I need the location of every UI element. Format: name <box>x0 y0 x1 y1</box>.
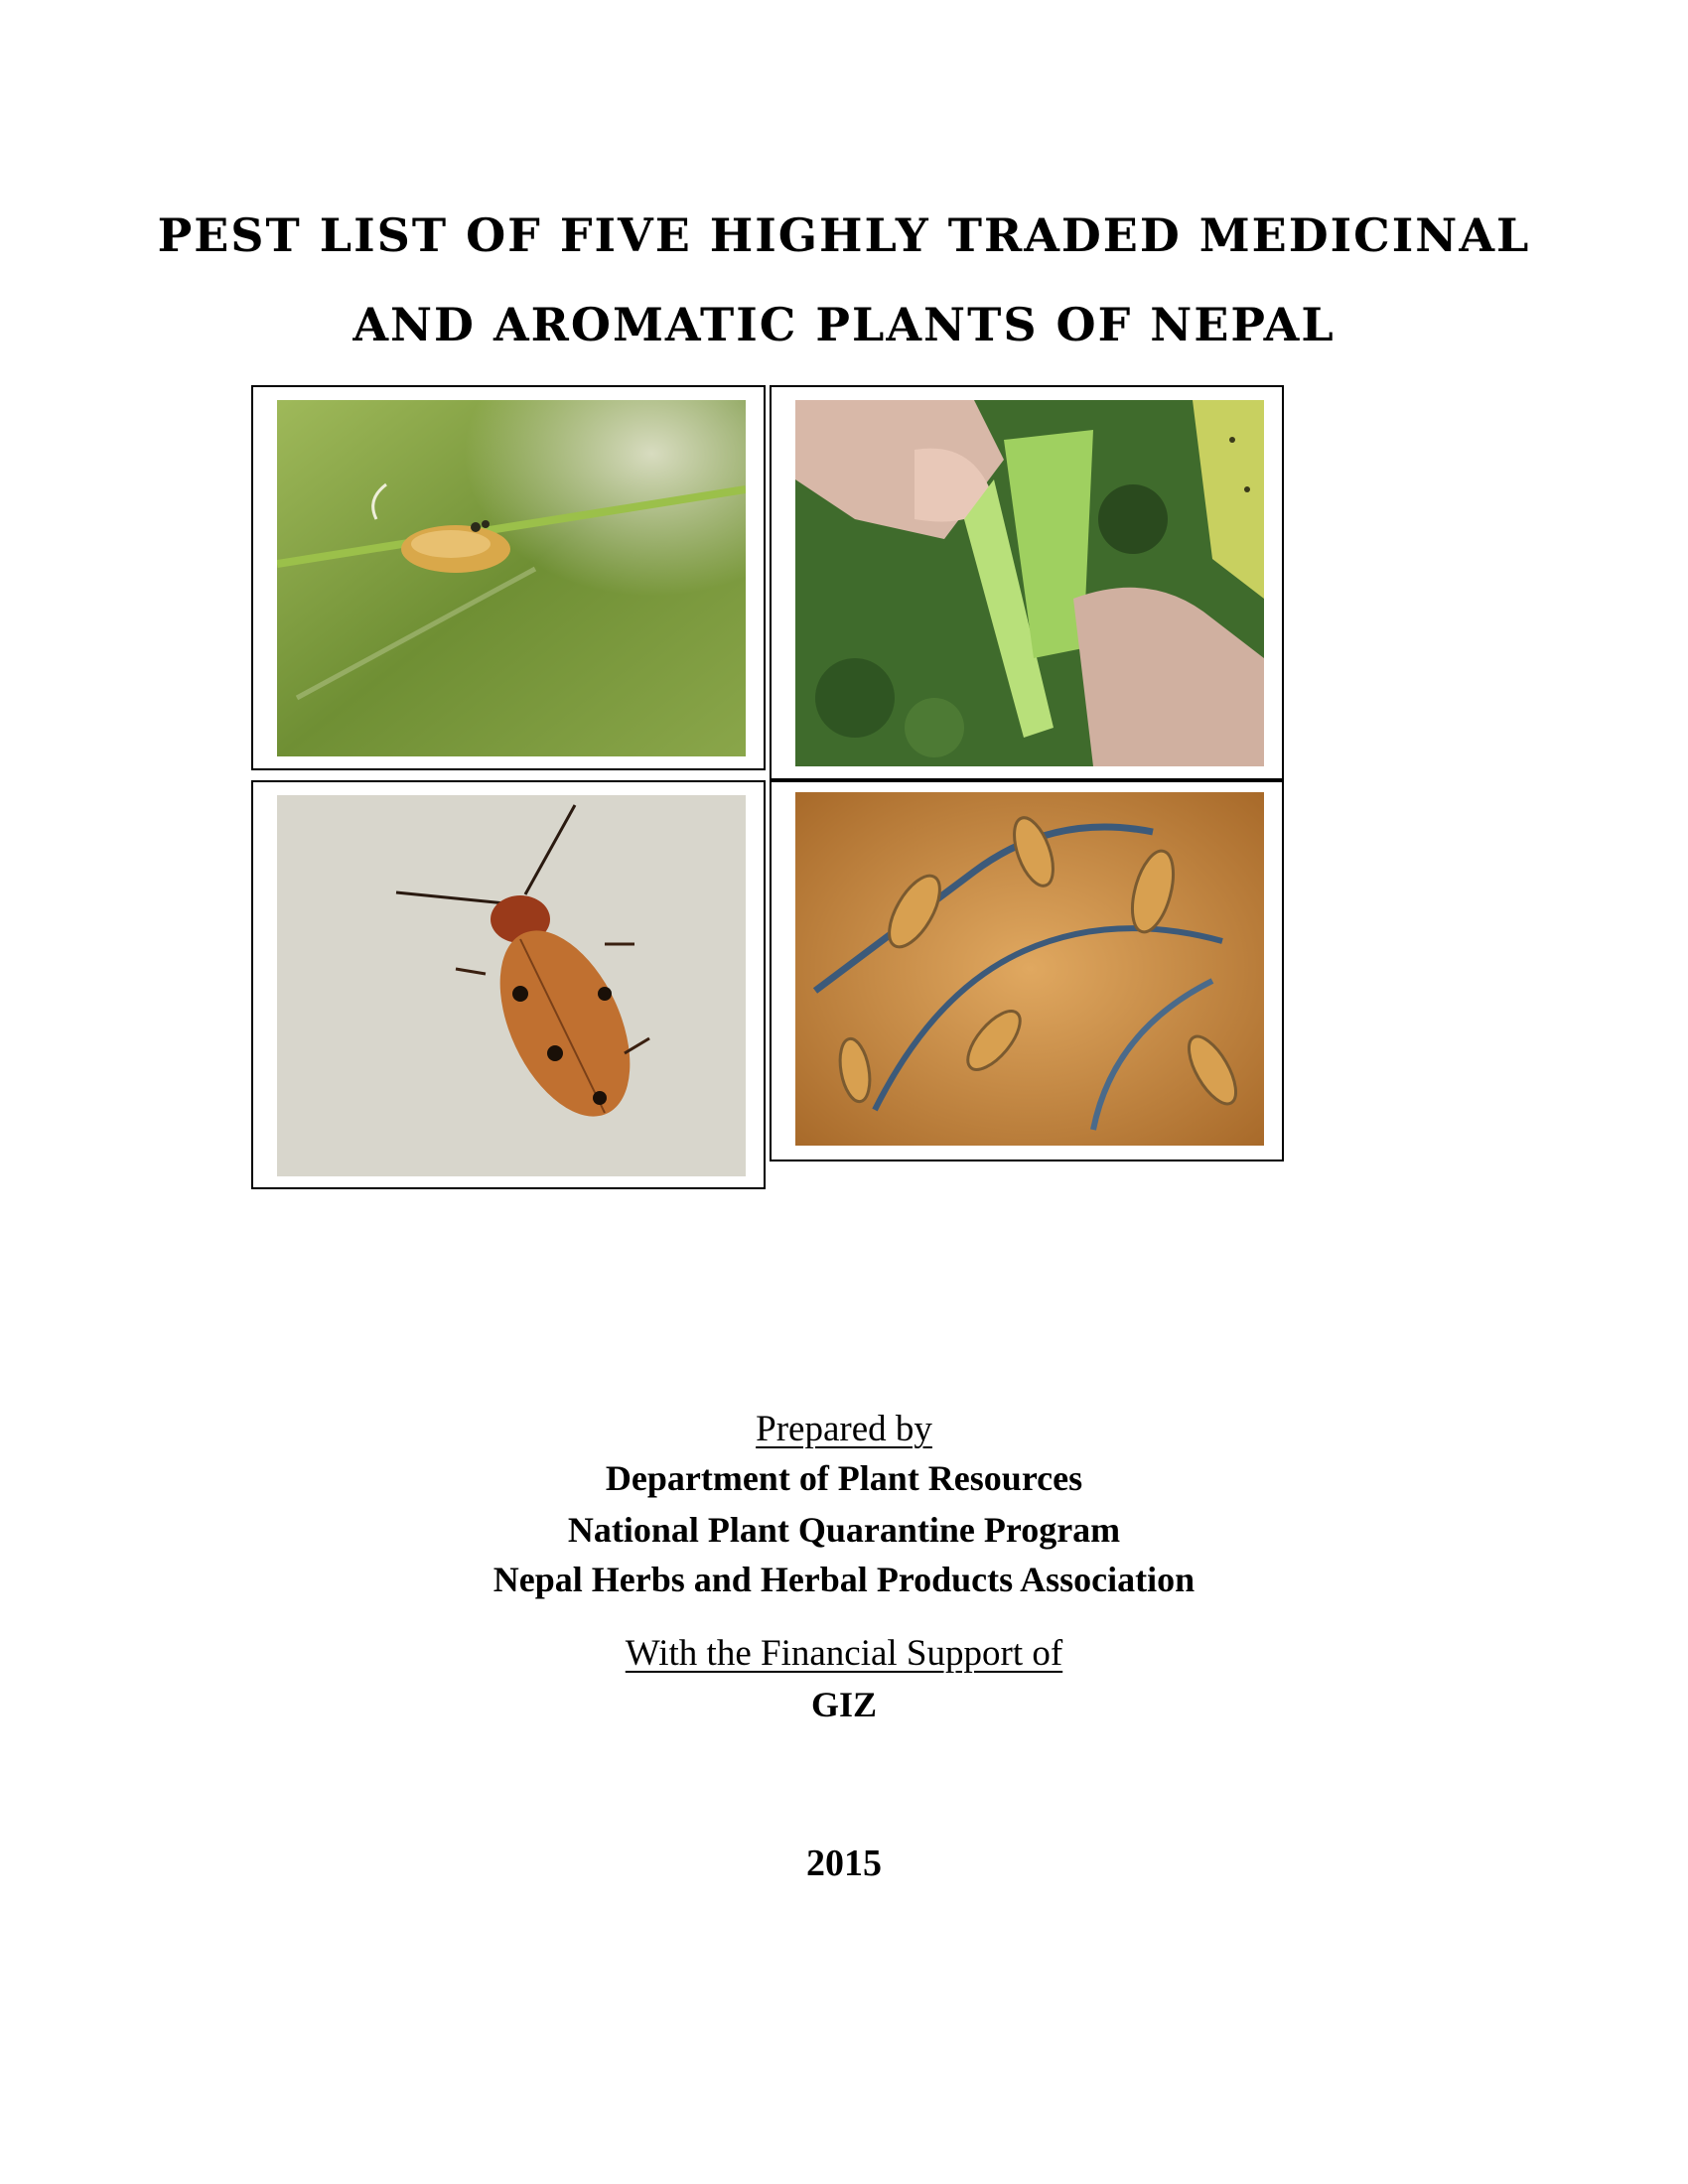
organization-nepal-herbs-association: Nepal Herbs and Herbal Products Association <box>492 1560 1196 1599</box>
organization-department-of-plant-resources: Department of Plant Resources <box>605 1458 1083 1498</box>
photo-frame-hands-holding-leaf <box>770 385 1284 780</box>
larva-on-stem-photo <box>277 400 746 756</box>
document-title <box>0 191 1688 369</box>
fungal-spores-microscope-photo <box>795 792 1264 1146</box>
organization-national-plant-quarantine-program: National Plant Quarantine Program <box>567 1510 1121 1550</box>
publication-year: 2015 <box>806 1843 882 1884</box>
sponsor-name: GIZ <box>810 1685 878 1724</box>
spotted-beetle-photo <box>277 795 746 1176</box>
title-line-1: PEST LIST OF FIVE HIGHLY TRADED MEDICINAL <box>157 208 1531 262</box>
photo-frame-fungal-spores <box>770 780 1284 1161</box>
photo-frame-larva-on-stem <box>251 385 766 770</box>
hands-holding-leaf-photo <box>795 400 1264 766</box>
photo-frame-spotted-beetle <box>251 780 766 1189</box>
prepared-by-label: Prepared by <box>756 1409 932 1449</box>
financial-support-label: With the Financial Support of <box>625 1633 1063 1674</box>
title-line-2: AND AROMATIC PLANTS OF NEPAL <box>352 298 1336 351</box>
